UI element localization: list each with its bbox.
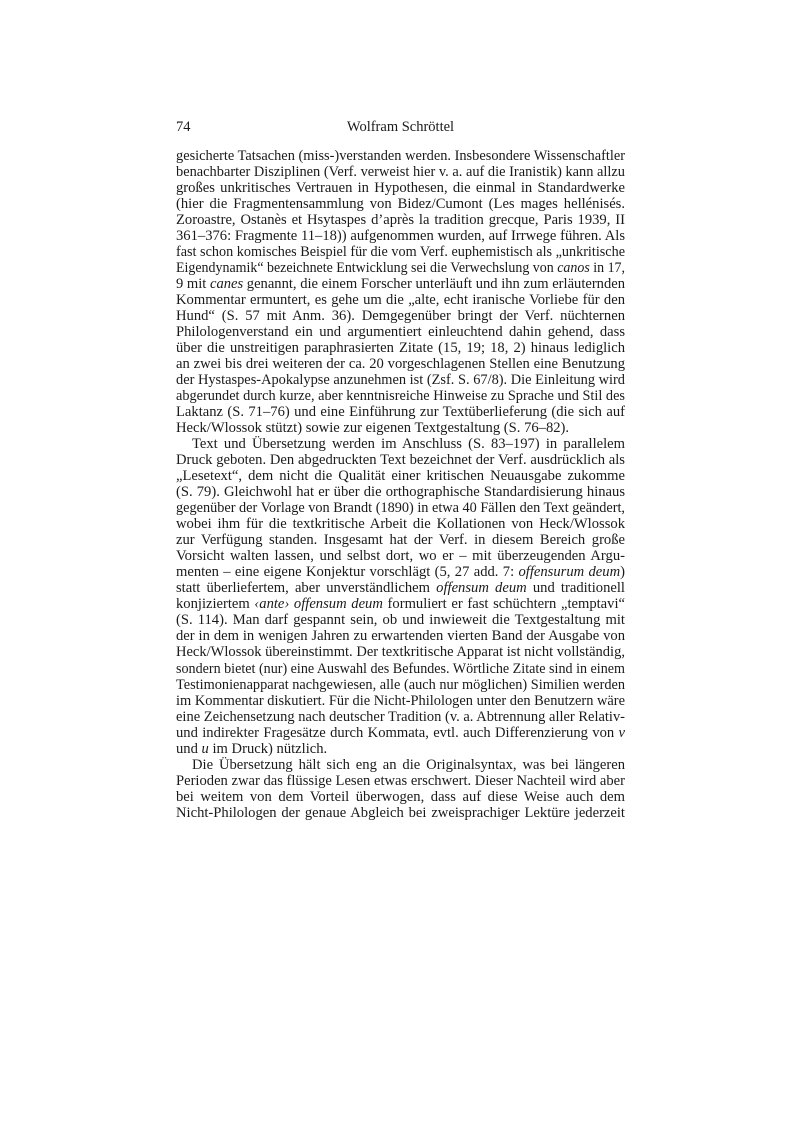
line-content xyxy=(176,372,625,388)
text-line xyxy=(176,741,625,757)
text-line xyxy=(176,612,625,628)
text-segment: Die Übersetzung hält sich eng an die Originalsyntax, was bei längeren xyxy=(192,756,625,773)
text-segment: Text und Übersetzung werden im Anschluss (S. 83–197) in parallelem xyxy=(192,436,625,453)
text-line xyxy=(176,789,625,805)
line-content xyxy=(176,612,625,628)
paragraph xyxy=(176,436,625,756)
line-content xyxy=(176,805,625,821)
text-segment: über die unstreitigen paraphrasierten Zitate (15, 19; 18, 2) hinaus lediglich xyxy=(176,340,625,357)
line-content xyxy=(176,308,625,324)
text-line xyxy=(176,148,625,164)
line-content xyxy=(176,580,625,596)
text-line xyxy=(176,388,625,404)
line-content xyxy=(176,452,625,468)
line-content xyxy=(176,709,625,725)
text-segment: gegenüber der Vorlage von Brandt (1890) in etwa 40 Fällen den Text geändert, xyxy=(176,500,626,517)
line-content xyxy=(176,420,569,436)
text-segment: und indirekter Fragesätze durch Kommata, evtl. auch Differenzierung von xyxy=(176,724,619,741)
italic-text: ‹ante› offensum deum xyxy=(254,596,383,613)
text-segment: menten – eine eigene Konjektur vorschlägt (5, 27 add. 7: xyxy=(176,564,519,581)
text-line xyxy=(176,580,625,596)
italic-text: offensurum deum xyxy=(518,564,621,581)
text-line xyxy=(176,677,625,693)
text-line xyxy=(176,773,625,789)
line-content xyxy=(176,532,625,548)
text-segment: Nicht-Philologen der genaue Abgleich bei zweisprachiger Lektüre jederzeit xyxy=(176,804,625,821)
text-line xyxy=(176,709,625,725)
text-segment: Laktanz (S. 71–76) und eine Einführung zur Textüberlieferung (die sich auf xyxy=(176,404,625,421)
line-content xyxy=(176,292,625,308)
text-segment: und xyxy=(176,740,202,757)
paragraph xyxy=(176,757,625,821)
text-segment: im Kommentar diskutiert. Für die Nicht-Philologen unter den Benutzern wäre xyxy=(176,692,626,709)
text-line xyxy=(176,212,625,228)
line-content xyxy=(176,196,625,212)
text-segment: der in dem in wenigen Jahren zu erwartenden vierten Band der Ausgabe von xyxy=(176,628,626,645)
line-content xyxy=(176,741,327,757)
text-line xyxy=(176,484,625,500)
line-content xyxy=(176,725,625,741)
text-segment: (hier die Fragmentensammlung von Bidez/Cumont (Les mages hellénisés. xyxy=(176,196,625,213)
text-segment: Perioden zwar das flüssige Lesen etwas erschwert. Dieser Nachteil wird aber xyxy=(176,772,626,789)
text-segment: Kommentar ermuntert, es gehe um die „alte, echt iranische Vorliebe für den xyxy=(176,292,625,309)
text-segment: bei weitem von dem Vorteil überwogen, dass auf diese Weise auch dem xyxy=(176,788,625,805)
italic-text: v xyxy=(618,724,625,741)
line-content xyxy=(176,340,625,356)
line-content xyxy=(176,468,625,484)
italic-text: u xyxy=(201,740,209,757)
text-line xyxy=(176,260,625,276)
text-segment: wobei ihm für die textkritische Arbeit die Kollationen von Heck/Wlossok xyxy=(176,516,625,533)
line-content xyxy=(176,564,625,580)
text-segment: gesicherte Tatsachen (miss-)verstanden werden. Insbesondere Wissenschaftler xyxy=(176,148,626,164)
line-content xyxy=(176,677,625,693)
line-content xyxy=(176,356,625,372)
text-segment: an zwei bis drei weiteren der ca. 20 vorgeschlagenen Stellen eine Benutzung xyxy=(176,356,625,373)
text-segment: Heck/Wlossok stützt) sowie zur eigenen Textgestaltung (S. 76–82). xyxy=(176,420,570,437)
line-content xyxy=(176,260,625,276)
line-content xyxy=(176,500,625,516)
text-segment: großes unkritisches Vertrauen in Hypothesen, die einmal in Standardwerke xyxy=(176,180,625,197)
text-segment: Eigendynamik“ bezeichnete Entwicklung sei die Verwechslung von xyxy=(176,260,558,277)
text-line xyxy=(176,452,625,468)
line-content xyxy=(176,516,625,532)
text-segment: 361–376: Fragmente 11–18)) aufgenommen wurden, auf Irrwege führen. Als xyxy=(176,228,625,245)
text-segment: „Lesetext“, dem nicht die Qualität einer kritischen Neuausgabe zukomme xyxy=(176,468,625,485)
text-line xyxy=(176,661,625,677)
text-line xyxy=(176,628,625,644)
text-line xyxy=(176,228,625,244)
text-line xyxy=(176,340,625,356)
text-line xyxy=(176,180,625,196)
text-segment: genannt, die einem Forscher unterläuft und ihn zum erläuternden xyxy=(243,276,626,293)
text-line xyxy=(176,693,625,709)
text-line xyxy=(176,244,625,260)
text-segment: eine Zeichensetzung nach deutscher Tradition (v. a. Abtrennung aller Relativ- xyxy=(176,708,626,725)
text-line xyxy=(176,532,625,548)
line-content xyxy=(192,436,625,452)
line-content xyxy=(176,388,625,404)
text-line xyxy=(176,276,625,292)
text-line xyxy=(176,548,625,564)
text-segment: abgerundet durch kurze, aber kenntnisreiche Hinweise zu Sprache und Stil des xyxy=(176,388,625,405)
line-content xyxy=(176,644,625,660)
text-segment: Druck geboten. Den abgedruckten Text bezeichnet der Verf. ausdrücklich als xyxy=(176,452,625,469)
text-line xyxy=(176,164,625,180)
text-segment: konjiziertem xyxy=(176,596,255,613)
text-segment: zur Verfügung standen. Insgesamt hat der Verf. in diesem Bereich große xyxy=(176,532,625,549)
line-content xyxy=(176,596,625,612)
text-segment: ) xyxy=(620,564,625,581)
line-content xyxy=(176,148,625,164)
text-line xyxy=(176,308,625,324)
text-segment: und traditionell xyxy=(526,580,625,597)
line-content xyxy=(176,228,625,244)
italic-text: canos xyxy=(557,260,590,277)
text-line xyxy=(176,404,625,420)
text-segment: Heck/Wlossok übereinstimmt. Der textkritische Apparat ist nicht vollständig, xyxy=(176,644,625,661)
italic-text: canes xyxy=(209,276,244,293)
text-line xyxy=(176,644,625,660)
line-content xyxy=(176,789,625,805)
line-content xyxy=(176,324,625,340)
running-head: Wolfram Schröttel xyxy=(346,119,455,135)
body-text xyxy=(176,148,625,821)
text-line xyxy=(176,372,625,388)
line-content xyxy=(176,244,625,260)
italic-text: offensum deum xyxy=(436,580,527,597)
text-segment: im Druck) nützlich. xyxy=(208,740,328,757)
line-content xyxy=(176,276,625,292)
text-segment: (S. 79). Gleichwohl hat er über die orthographische Standardisierung hinaus xyxy=(176,484,625,501)
line-content xyxy=(176,212,625,228)
line-content xyxy=(176,628,625,644)
text-line xyxy=(176,500,625,516)
line-content xyxy=(176,484,625,500)
text-segment: formuliert er fast schüchtern „temptavi“ xyxy=(382,596,625,613)
text-line xyxy=(176,805,625,821)
text-segment: der Hystaspes-Apokalypse anzunehmen ist (Zsf. S. 67/8). Die Einleitung wird xyxy=(176,372,626,389)
text-line xyxy=(176,324,625,340)
text-segment: Zoroastre, Ostanès et Hsytaspes d’après la tradition grecque, Paris 1939, II xyxy=(176,212,625,229)
text-segment: fast schon komisches Beispiel für die vom Verf. euphemistisch als „unkritische xyxy=(176,244,626,261)
text-line xyxy=(176,757,625,773)
text-segment: 9 mit xyxy=(176,276,210,293)
text-line xyxy=(176,436,625,452)
text-segment: Vorsicht walten lassen, und selbst dort, wo er – mit überzeugenden Argu- xyxy=(176,548,625,565)
line-content xyxy=(176,164,625,180)
text-line xyxy=(176,516,625,532)
text-line xyxy=(176,292,625,308)
text-segment: benachbarter Disziplinen (Verf. verweist hier v. a. auf die Iranistik) kann allzu xyxy=(176,164,625,181)
line-content xyxy=(176,180,625,196)
line-content xyxy=(192,757,625,773)
text-segment: Testimonienapparat nachgewiesen, alle (auch nur möglichen) Similien werden xyxy=(176,676,626,693)
text-line xyxy=(176,468,625,484)
text-segment: in 17, xyxy=(589,260,626,277)
text-segment: sondern bietet (nur) eine Auswahl des Befundes. Wörtliche Zitate sind in einem xyxy=(176,660,625,677)
line-content xyxy=(176,661,625,677)
page-number: 74 xyxy=(176,119,191,135)
text-line xyxy=(176,725,625,741)
text-segment: (S. 114). Man darf gespannt sein, ob und inwieweit die Textgestaltung mit xyxy=(176,612,625,629)
text-line xyxy=(176,196,625,212)
text-line xyxy=(176,596,625,612)
line-content xyxy=(176,548,625,564)
line-content xyxy=(176,693,625,709)
line-content xyxy=(176,404,625,420)
text-line xyxy=(176,356,625,372)
text-segment: statt überliefertem, aber unverständlichem xyxy=(176,580,437,597)
paragraph xyxy=(176,148,625,436)
text-line xyxy=(176,420,625,436)
text-segment: Hund“ (S. 57 mit Anm. 36). Demgegenüber bringt der Verf. nüchternen xyxy=(176,308,625,325)
page-header xyxy=(176,119,625,137)
line-content xyxy=(176,773,625,789)
text-segment: Philologenverstand ein und argumentiert einleuchtend dahin gehend, dass xyxy=(176,324,625,341)
text-line xyxy=(176,564,625,580)
